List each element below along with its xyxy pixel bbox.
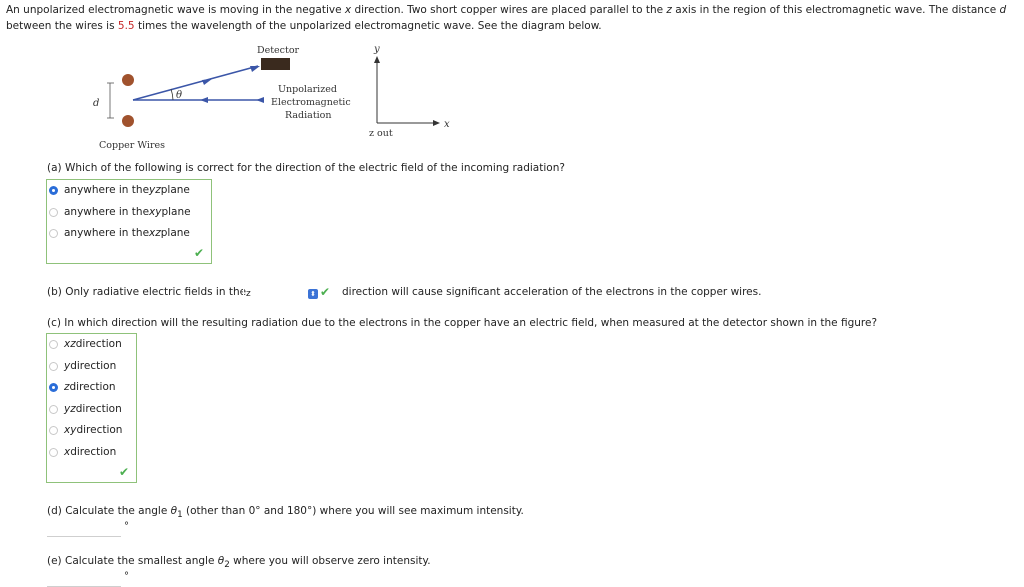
z-out-label: z out <box>369 128 393 139</box>
option-a-xy[interactable]: anywhere in the xy plane <box>49 204 191 220</box>
option-c-y[interactable]: y direction <box>49 358 116 374</box>
d-label: d <box>93 98 100 109</box>
detector <box>261 58 290 70</box>
option-a-yz[interactable]: anywhere in the yz plane <box>49 182 190 198</box>
copper-wires-label: Copper Wires <box>99 140 166 151</box>
radio[interactable] <box>49 208 58 217</box>
question-b-prefix: (b) Only radiative electric fields in the <box>47 286 247 298</box>
diagram <box>80 42 480 154</box>
copper-wire-bottom <box>122 115 134 127</box>
ratio-value: 5.5 <box>117 20 135 32</box>
question-a-options <box>46 179 212 264</box>
theta-label: θ <box>176 90 183 101</box>
theta1-input-underline <box>47 536 121 537</box>
question-c-options <box>46 333 137 483</box>
correct-check-icon: ✔ <box>194 246 205 260</box>
radio-selected[interactable] <box>49 186 58 195</box>
question-b-suffix: direction will cause significant acceleration of the electrons in the copper wires. <box>342 286 762 298</box>
theta1-unit: ° <box>124 521 129 532</box>
question-e: (e) Calculate the smallest angle $\theta_2$ where you will observe zero intensity. <box>47 555 431 571</box>
correct-check-icon: ✔ <box>119 465 130 479</box>
select-arrow-icon: ⬍ <box>308 289 318 299</box>
radiation-label-2: Electromagnetic <box>271 97 351 108</box>
y-axis-label: y <box>374 44 380 55</box>
direction-select[interactable]: z ⬍ <box>243 286 319 302</box>
theta2-input[interactable] <box>47 570 121 586</box>
question-d: (d) Calculate the angle $\theta_1$ (other than 0° and 180°) where you will see maximum intensity. <box>47 505 524 521</box>
question-c: (c) In which direction will the resulting radiation due to the electrons in the copper have an electric field, when measured at the detector shown in the figure? <box>47 317 878 329</box>
radio[interactable] <box>49 340 58 349</box>
theta2-unit: ° <box>124 571 129 582</box>
radio[interactable] <box>49 405 58 414</box>
radio-selected[interactable] <box>49 383 58 392</box>
question-a: (a) Which of the following is correct for the direction of the electric field of the incoming radiation? <box>47 162 565 174</box>
radiation-label-1: Unpolarized <box>278 84 337 95</box>
radiation-label-3: Radiation <box>285 110 332 121</box>
option-c-yz[interactable]: yz direction <box>49 401 122 417</box>
detector-ray <box>133 66 258 100</box>
option-c-z[interactable]: z direction <box>49 379 116 395</box>
radio[interactable] <box>49 448 58 457</box>
copper-wire-top <box>122 74 134 86</box>
x-axis-label: x <box>444 119 450 130</box>
option-c-xy[interactable]: xy direction <box>49 422 122 438</box>
detector-label: Detector <box>257 45 300 56</box>
problem-statement: An unpolarized electromagnetic wave is moving in the negative x direction. Two short copper wires are placed parallel to the z axis in the region of this electromagnetic wave. The distance d between the wires is 5.5 times the wavelength of the unpolarized electromagnetic wave. See the diagram below. <box>6 4 1007 32</box>
theta1-input[interactable] <box>47 520 121 536</box>
radio[interactable] <box>49 229 58 238</box>
radio[interactable] <box>49 426 58 435</box>
option-c-x[interactable]: x direction <box>49 444 116 460</box>
radio[interactable] <box>49 362 58 371</box>
option-a-xz[interactable]: anywhere in the xz plane <box>49 225 190 241</box>
correct-check-icon: ✔ <box>320 285 331 299</box>
option-c-xz[interactable]: xz direction <box>49 336 122 352</box>
